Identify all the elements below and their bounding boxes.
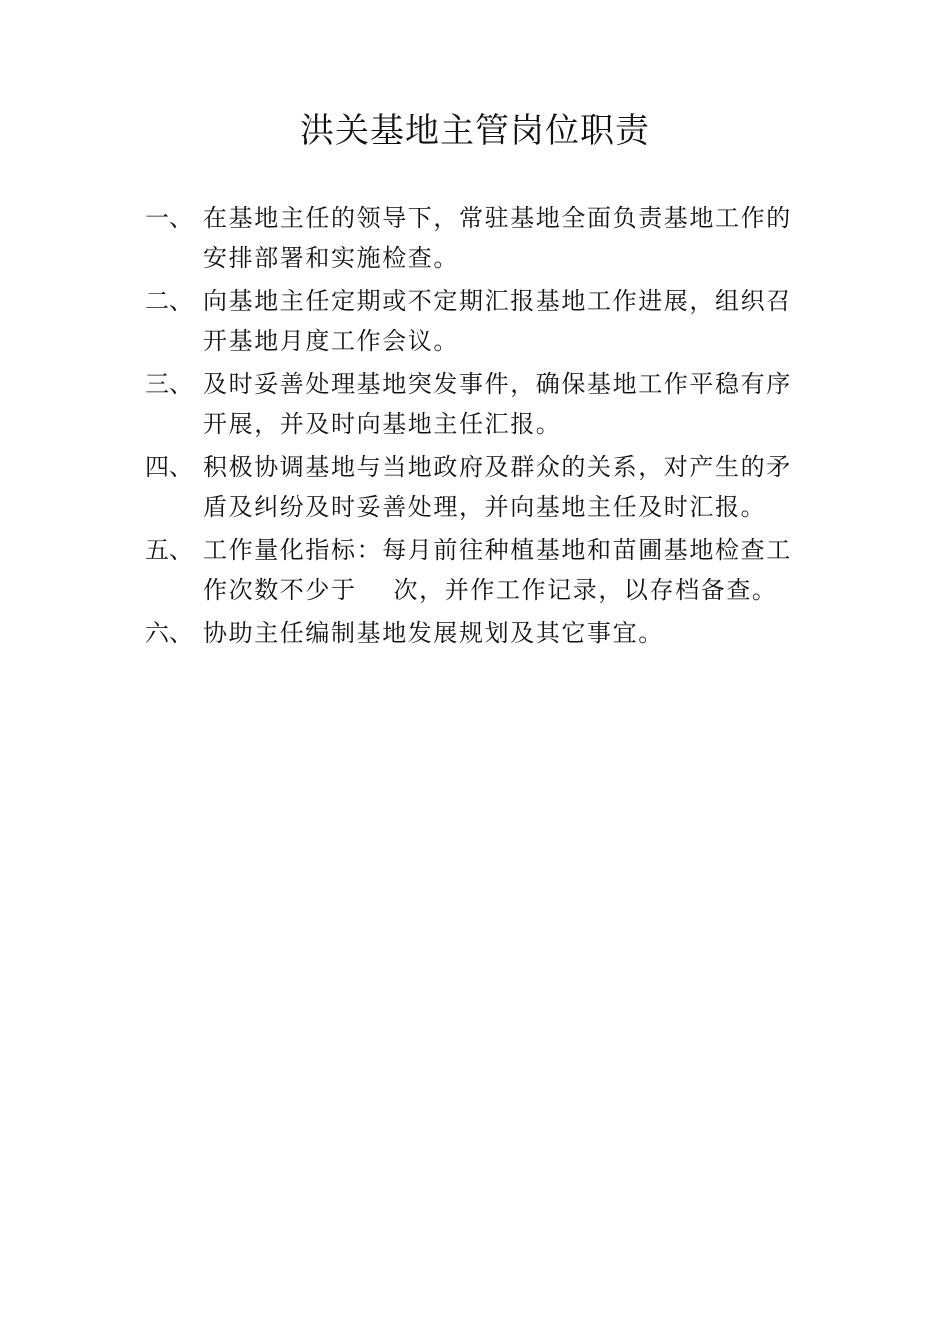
list-item — [145, 613, 810, 653]
item-text: 工作量化指标：每月前往种植基地和苗圃基地检查工作次数不少于 次，并作工作记录，以存档备查。 — [203, 536, 792, 604]
item-number: 二、 — [145, 287, 193, 315]
document-title: 洪关基地主管岗位职责 — [300, 111, 650, 151]
item-number: 一、 — [145, 204, 193, 232]
item-text: 积极协调基地与当地政府及群众的关系，对产生的矛盾及纠纷及时妥善处理，并向基地主任及时汇报。 — [203, 453, 792, 521]
list-item — [145, 530, 810, 610]
list-item — [145, 198, 810, 278]
duty-list — [145, 198, 810, 656]
item-number: 四、 — [145, 453, 193, 481]
item-text: 协助主任编制基地发展规划及其它事宜。 — [203, 619, 664, 647]
list-item — [145, 447, 810, 527]
item-text: 在基地主任的领导下，常驻基地全面负责基地工作的安排部署和实施检查。 — [203, 204, 792, 272]
list-item — [145, 364, 810, 444]
list-item — [145, 281, 810, 361]
item-number: 三、 — [145, 370, 193, 398]
item-number: 五、 — [145, 536, 193, 564]
item-text: 向基地主任定期或不定期汇报基地工作进展，组织召开基地月度工作会议。 — [203, 287, 792, 355]
item-number: 六、 — [145, 619, 193, 647]
item-text: 及时妥善处理基地突发事件，确保基地工作平稳有序开展，并及时向基地主任汇报。 — [203, 370, 792, 438]
